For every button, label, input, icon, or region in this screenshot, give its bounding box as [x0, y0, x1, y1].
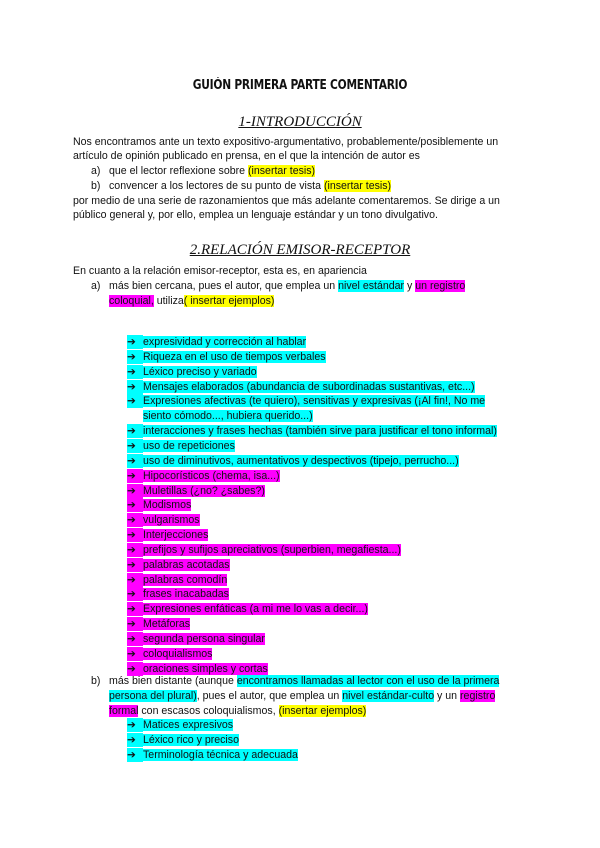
item-text: , pues el autor, que emplea un [196, 690, 343, 702]
bullet-list-item [127, 350, 326, 364]
bullet-list-item [127, 454, 459, 468]
bullet-text: coloquialismos [143, 647, 213, 660]
bullet-text: Interjecciones [143, 529, 209, 542]
bullet-text: expresividad y corrección al hablar [143, 336, 307, 348]
highlight-cyan: persona del plural) [109, 690, 197, 702]
item-text: convencer a los lectores de su punto de vista [109, 180, 324, 192]
item-text: más bien cercana, pues el autor, que emplea un [109, 280, 339, 292]
relation-item-a-line [109, 294, 274, 308]
arrow-right-icon: ➔ [127, 528, 143, 542]
relation-item-b-line [109, 689, 495, 703]
arrow-right-icon: ➔ [127, 617, 143, 631]
bullet-text: palabras acotadas [143, 558, 230, 571]
highlight-magenta: registro [460, 690, 496, 702]
bullet-list-item [127, 380, 475, 394]
bullet-text: interacciones y frases hechas (también sirve para justificar el tono informal) [143, 425, 497, 438]
bullet-list-item [127, 365, 257, 379]
arrow-right-icon: ➔ [127, 365, 143, 379]
arrow-right-icon: ➔ [127, 498, 143, 512]
bullet-list-item [127, 439, 235, 453]
bullet-list-item [127, 484, 265, 498]
intro-list-item-b [109, 179, 391, 193]
item-text: y un [434, 690, 461, 702]
page-title: GUIÓN PRIMERA PARTE COMENTARIO [192, 78, 408, 93]
bullet-list-item [127, 409, 313, 423]
bullet-text: Riqueza en el uso de tiempos verbales [143, 350, 326, 363]
bullet-list-item [127, 647, 212, 661]
bullet-list-item [127, 335, 306, 349]
highlight-magenta: un registro [415, 280, 466, 292]
arrow-right-icon: ➔ [127, 733, 143, 747]
bullet-text: uso de repeticiones [143, 439, 235, 452]
bullet-text: Hipocorísticos (chema, isa...) [143, 469, 280, 482]
arrow-right-icon: ➔ [127, 748, 143, 762]
arrow-right-icon: ➔ [127, 558, 143, 572]
placeholder-highlight: ( insertar ejemplos) [183, 295, 275, 307]
bullet-text: oraciones simples y cortas [143, 662, 268, 675]
arrow-right-icon: ➔ [127, 439, 143, 453]
highlight-cyan: nivel estándar [338, 280, 405, 292]
bullet-list-item [127, 424, 497, 438]
relation-item-b-line [109, 674, 499, 688]
highlight-magenta: formal [109, 705, 139, 717]
bullet-list-item [127, 632, 265, 646]
arrow-right-icon: ➔ [127, 394, 143, 408]
item-text: y [404, 280, 416, 292]
list-marker: a) [91, 165, 101, 177]
list-marker: b) [91, 675, 101, 687]
bullet-list-item [127, 543, 401, 557]
arrow-right-icon: ➔ [127, 380, 143, 394]
intro-list-item-a [109, 164, 315, 178]
arrow-right-icon: ➔ [127, 632, 143, 646]
bullet-text: Terminología técnica y adecuada [143, 748, 298, 761]
relation-item-b-line [109, 704, 366, 718]
arrow-right-icon: ➔ [127, 602, 143, 616]
bullet-list-item [127, 558, 230, 572]
bullet-list-item [127, 469, 280, 483]
item-text: que el lector reflexione sobre [109, 165, 248, 177]
bullet-text: Modismos [143, 499, 192, 512]
arrow-right-icon: ➔ [127, 424, 143, 438]
section-heading-text: 2.RELACIÓN EMISOR-RECEPTOR [189, 242, 411, 258]
arrow-right-icon: ➔ [127, 513, 143, 527]
arrow-right-icon: ➔ [127, 718, 143, 732]
relation-intro: En cuanto a la relación emisor-receptor, esta es, en apariencia [73, 265, 367, 277]
highlight-cyan: nivel estándar-culto [342, 690, 435, 702]
highlight-cyan: encontramos llamadas al lector con el uso de la primera [236, 675, 500, 687]
bullet-text: palabras comodín [143, 573, 228, 586]
section-heading-text: 1-INTRODUCCIÓN [238, 114, 362, 130]
bullet-text: uso de diminutivos, aumentativos y despectivos (tipejo, perrucho...) [143, 454, 459, 467]
bullet-list-item [127, 718, 233, 732]
arrow-right-icon: ➔ [127, 587, 143, 601]
bullet-text: Expresiones afectivas (te quiero), sensitivas y expresivas (¡Al fin!, No me [143, 395, 486, 408]
bullet-text: Metáforas [143, 618, 191, 631]
bullet-text: prefijos y sufijos apreciativos (superbien, megafiesta...) [143, 543, 401, 556]
item-text: utiliza [153, 295, 184, 307]
item-text: más bien distante (aunque [109, 675, 237, 687]
bullet-list-item [127, 748, 298, 762]
placeholder-highlight: (insertar tesis) [247, 165, 316, 177]
intro-paragraph-line: artículo de opinión publicado en prensa, en el que la intención de autor es [73, 150, 420, 162]
bullet-list-item [127, 528, 208, 542]
bullet-list-item [127, 587, 229, 601]
arrow-right-icon: ➔ [127, 647, 143, 661]
bullet-text: Muletillas (¿no? ¿sabes?) [143, 484, 265, 497]
bullet-list-item [127, 602, 368, 616]
arrow-right-icon: ➔ [127, 573, 143, 587]
bullet-list-item [127, 394, 485, 408]
arrow-right-icon: ➔ [127, 350, 143, 364]
arrow-right-icon: ➔ [127, 662, 143, 676]
section-heading-relacion [0, 242, 600, 259]
section-heading-introduccion [0, 114, 600, 131]
highlight-magenta: coloquial, [109, 295, 154, 307]
bullet-text: siento cómodo..., hubiera querido...) [143, 410, 313, 423]
arrow-right-icon: ➔ [127, 484, 143, 498]
bullet-text: Matices expresivos [143, 719, 234, 731]
placeholder-highlight: (insertar ejemplos) [278, 705, 367, 717]
bullet-text: Léxico rico y preciso [143, 733, 239, 746]
bullet-text: segunda persona singular [143, 633, 265, 645]
intro-paragraph-line: público general y, por ello, emplea un lenguaje estándar y un tono divulgativo. [73, 209, 438, 221]
bullet-list-item [127, 498, 191, 512]
bullet-text: frases inacabadas [143, 588, 229, 601]
arrow-right-icon: ➔ [127, 454, 143, 468]
arrow-right-icon: ➔ [127, 469, 143, 483]
bullet-list-item [127, 733, 239, 747]
item-text: con escasos coloquialismos, [138, 705, 279, 717]
intro-paragraph-line: Nos encontramos ante un texto expositivo-argumentativo, probablemente/posiblemente un [73, 136, 499, 148]
bullet-list-item [127, 513, 200, 527]
arrow-right-icon: ➔ [127, 335, 143, 349]
bullet-text: Expresiones enfáticas (a mi me lo vas a decir...) [143, 603, 368, 616]
placeholder-highlight: (insertar tesis) [323, 180, 392, 192]
intro-paragraph-line: por medio de una serie de razonamientos que más adelante comentaremos. Se dirige a un [73, 195, 500, 207]
bullet-list-item [127, 617, 190, 631]
bullet-text: vulgarismos [143, 514, 200, 527]
list-marker: a) [91, 280, 101, 292]
list-marker: b) [91, 180, 101, 192]
relation-item-a-line [109, 279, 465, 293]
arrow-right-icon: ➔ [127, 543, 143, 557]
bullet-list-item [127, 573, 227, 587]
bullet-text: Mensajes elaborados (abundancia de subordinadas sustantivas, etc...) [143, 380, 475, 393]
bullet-text: Léxico preciso y variado [143, 365, 257, 378]
